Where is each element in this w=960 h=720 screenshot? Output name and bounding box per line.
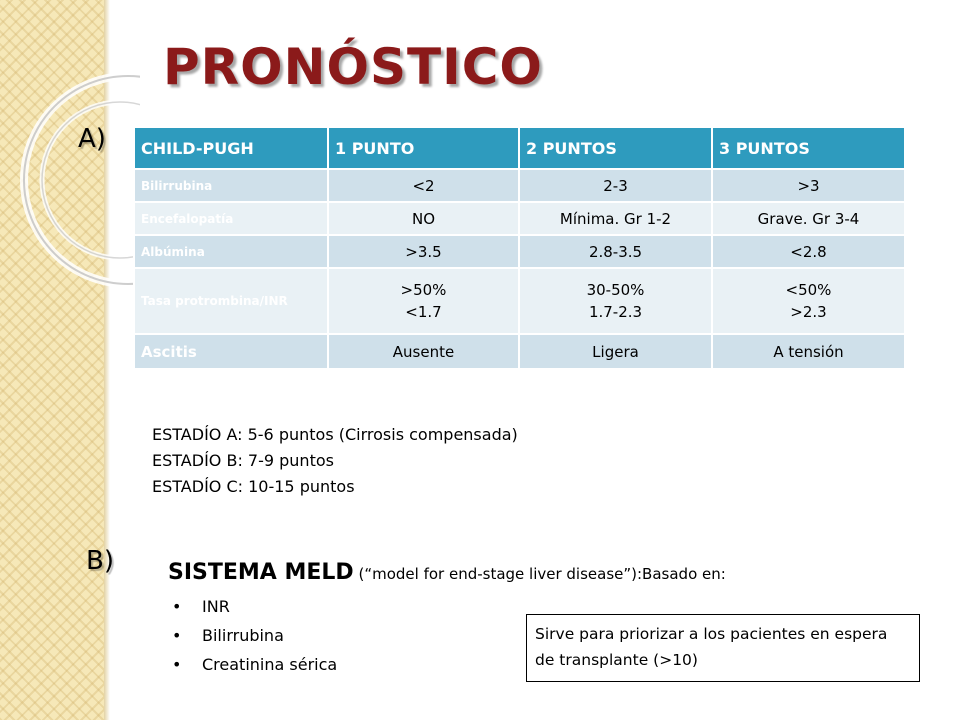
table-header-row	[134, 127, 905, 169]
table-row	[134, 235, 905, 268]
row-criterion: Encefalopatía	[134, 202, 328, 235]
cell-line: <1.7	[405, 303, 442, 321]
cell-line: 30-50%	[586, 281, 645, 299]
table-cell: <2	[328, 169, 519, 202]
slide-title: PRONÓSTICO	[163, 38, 543, 96]
table-row	[134, 169, 905, 202]
decorative-circles	[0, 0, 140, 330]
table-cell: Ausente	[328, 334, 519, 369]
table-row	[134, 334, 905, 369]
meld-heading	[168, 560, 726, 585]
section-label-b: B)	[86, 546, 114, 576]
cell-line: 1.7-2.3	[588, 303, 643, 321]
table-cell: Mínima. Gr 1-2	[519, 202, 712, 235]
table-cell: Grave. Gr 3-4	[712, 202, 905, 235]
list-item	[172, 592, 337, 621]
table-cell: >3.5	[328, 235, 519, 268]
stages-list	[152, 422, 518, 500]
row-criterion: Tasa protrombina/INR	[134, 268, 328, 334]
cell-line: >50%	[400, 281, 447, 299]
meld-description: (“model for end-stage liver disease”):Basado en:	[353, 565, 726, 583]
table-cell: A tensión	[712, 334, 905, 369]
table-cell: >3	[712, 169, 905, 202]
table-cell: 2.8-3.5	[519, 235, 712, 268]
bullet-icon: •	[172, 626, 182, 645]
section-label-a: A)	[78, 124, 106, 154]
table-cell	[328, 268, 519, 334]
row-criterion: Bilirrubina	[134, 169, 328, 202]
table-cell: NO	[328, 202, 519, 235]
table-header-cell: CHILD-PUGH	[134, 127, 328, 169]
row-criterion: Albúmina	[134, 235, 328, 268]
meld-criteria-list	[172, 592, 337, 679]
list-item	[172, 650, 337, 679]
child-pugh-table	[133, 126, 906, 370]
table-header-cell: 1 PUNTO	[328, 127, 519, 169]
table-cell	[519, 268, 712, 334]
table-row	[134, 268, 905, 334]
stage-line: ESTADÍO A: 5-6 puntos (Cirrosis compensada)	[152, 425, 518, 444]
table-row	[134, 202, 905, 235]
list-item-label: INR	[202, 597, 230, 616]
cell-line: >2.3	[790, 303, 827, 321]
stage-line: ESTADÍO C: 10-15 puntos	[152, 477, 355, 496]
bullet-icon: •	[172, 597, 182, 616]
table-cell	[712, 268, 905, 334]
bullet-icon: •	[172, 655, 182, 674]
list-item-label: Creatinina sérica	[202, 655, 338, 674]
row-criterion: Ascitis	[134, 334, 328, 369]
table-cell: <2.8	[712, 235, 905, 268]
table-header-cell: 3 PUNTOS	[712, 127, 905, 169]
stage-line: ESTADÍO B: 7-9 puntos	[152, 451, 334, 470]
meld-title: SISTEMA MELD	[168, 560, 354, 585]
list-item	[172, 621, 337, 650]
table-cell: 2-3	[519, 169, 712, 202]
meld-note-box: Sirve para priorizar a los pacientes en espera de transplante (>10)	[526, 614, 920, 682]
table-header-cell: 2 PUNTOS	[519, 127, 712, 169]
list-item-label: Bilirrubina	[202, 626, 284, 645]
table-cell: Ligera	[519, 334, 712, 369]
cell-line: <50%	[785, 281, 832, 299]
